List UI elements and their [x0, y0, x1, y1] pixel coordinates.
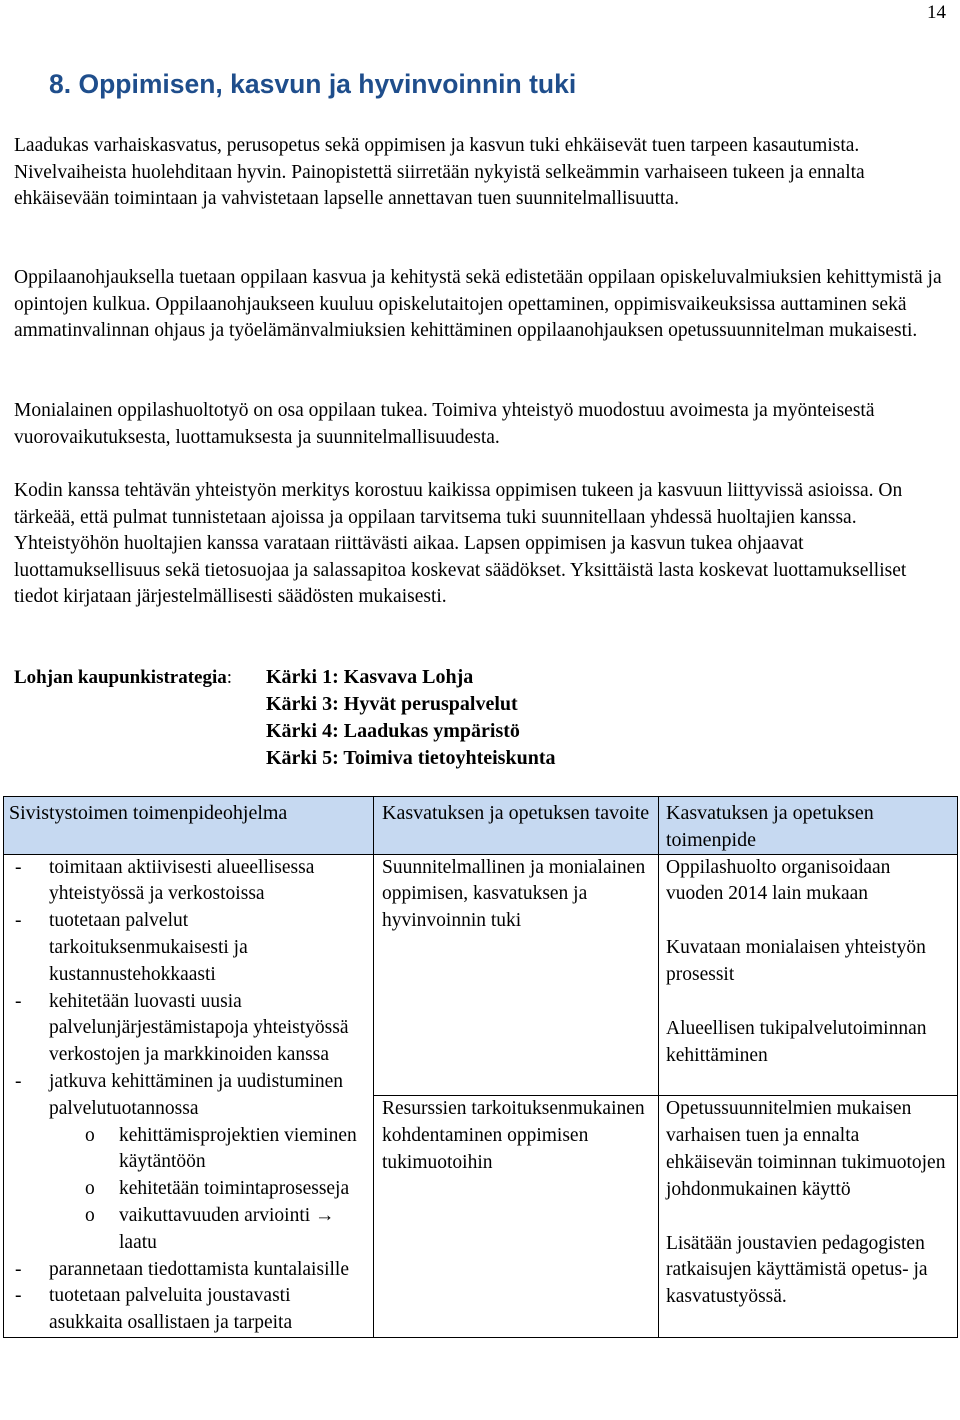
list-item: - kehitetään luovasti uusia palvelunjärjestämistapoja yhteistyössä verkostojen ja markkinoiden kanssa: [9, 989, 365, 1069]
sub-list-item: o kehitetään toimintaprosesseja: [9, 1176, 365, 1203]
measure-cell: [659, 854, 958, 1096]
measure-text: Alueellisen tukipalvelutoiminnan kehittäminen: [666, 1017, 927, 1066]
list-item: - tuotetaan palveluita joustavasti asukkaita osallistaen ja tarpeita: [9, 1283, 365, 1337]
table-row: [4, 854, 958, 1096]
paragraph-home-cooperation: Kodin kanssa tehtävän yhteistyön merkitys korostuu kaikissa oppimisen tukeen ja kasvuun liittyvissä asioissa. On tärkeää, että pulmat tunnistetaan ajoissa ja oppilaan tarvitsema tuki suunnitellaan yhdessä huoltajien kanssa. Yhteistyöhön huoltajien kanssa varataan riittävästi aikaa. Lapsen oppimisen ja kasvun tukea ohjaavat luottamuksellisuus sekä tietosuojaa ja salassapitoa koskevat säädökset. Yksittäistä lasta koskevat luottamukselliset tiedot kirjataan järjestelmällisesti säädösten mukaisesti.: [14, 480, 907, 607]
list-item: - toimitaan aktiivisesti alueellisessa yhteistyössä ja verkostoissa: [9, 855, 365, 909]
goal-cell: Resurssien tarkoituksenmukainen kohdentaminen oppimisen tukimuotoihin: [374, 1096, 659, 1338]
sub-list-item: o vaikuttavuuden arviointi → laatu: [9, 1203, 365, 1257]
strategy-label: Lohjan kaupunkistrategia:: [14, 667, 233, 688]
measure-text: Lisätään joustavien pedagogisten ratkaisujen käyttämistä opetus- ja kasvatustyössä.: [666, 1232, 928, 1308]
strategy-goals: [266, 664, 555, 772]
action-list: [9, 855, 365, 1337]
strategy-goal: Kärki 1: Kasvava Lohja: [266, 666, 474, 688]
list-item: - jatkuva kehittäminen ja uudistuminen palvelutuotannossa: [9, 1069, 365, 1123]
page-number: 14: [927, 2, 946, 23]
list-item: - parannetaan tiedottamista kuntalaisille: [9, 1257, 365, 1284]
paragraph-guidance: Oppilaanohjauksella tuetaan oppilaan kasvua ja kehitystä sekä edistetään oppilaan opiskeluvalmiuksien kehittymistä ja opintojen kulkua. Oppilaanohjaukseen kuuluu opiskelutaitojen opettaminen, oppimisvaikeuksissa auttaminen sekä ammatinvalinnan ohjaus ja työelämänvalmiuksien kehittäminen oppilaanohjauksen opetussuunnitelman mukaisesti.: [14, 267, 942, 341]
sub-list-item: o kehittämisprojektien vieminen käytäntöön: [9, 1123, 365, 1177]
strategy-goal: Kärki 4: Laadukas ympäristö: [266, 720, 520, 742]
measure-text: Oppilashuolto organisoidaan vuoden 2014 lain mukaan: [666, 856, 891, 905]
column-header: Sivistystoimen toimenpideohjelma: [4, 797, 374, 855]
section-heading: 8. Oppimisen, kasvun ja hyvinvoinnin tuki: [49, 69, 577, 99]
paragraph-student-welfare: Monialainen oppilashuoltotyö on osa oppilaan tukea. Toimiva yhteistyö muodostuu avoimesta ja myönteisestä vuorovaikutuksesta, luottamuksesta ja suunnitelmallisuudesta.: [14, 400, 875, 448]
measure-cell: [659, 1096, 958, 1338]
table-header-row: [4, 797, 958, 855]
strategy-goal: Kärki 3: Hyvät peruspalvelut: [266, 693, 518, 715]
column-header: Kasvatuksen ja opetuksen tavoite: [374, 797, 659, 855]
measure-text: Opetussuunnitelmien mukaisen varhaisen tuen ja ennalta ehkäisevän toiminnan tukimuotojen johdonmukainen käyttö: [666, 1098, 946, 1200]
column-header: Kasvatuksen ja opetuksen toimenpide: [659, 797, 958, 855]
goal-cell: Suunnitelmallinen ja monialainen oppimisen, kasvatuksen ja hyvinvoinnin tuki: [374, 854, 659, 1096]
list-item: - tuotetaan palvelut tarkoituksenmukaisesti ja kustannustehokkaasti: [9, 908, 365, 988]
strategy-goal: Kärki 5: Toimiva tietoyhteiskunta: [266, 747, 556, 769]
measure-text: Kuvataan monialaisen yhteistyön prosessit: [666, 937, 926, 985]
action-plan-table: [3, 796, 958, 1338]
action-program-cell: [4, 854, 374, 1337]
paragraph-intro: Laadukas varhaiskasvatus, perusopetus sekä oppimisen ja kasvun tuki ehkäisevät tuen tarpeen kasautumista. Nivelvaiheista huolehditaan hyvin. Painopistettä siirretään nykyistä selkeämmin varhaiseen tukeen ja ennalta ehkäisevään toimintaan ja vahvistetaan lapselle annettavan tuen suunnitelmallisuutta.: [14, 135, 865, 209]
